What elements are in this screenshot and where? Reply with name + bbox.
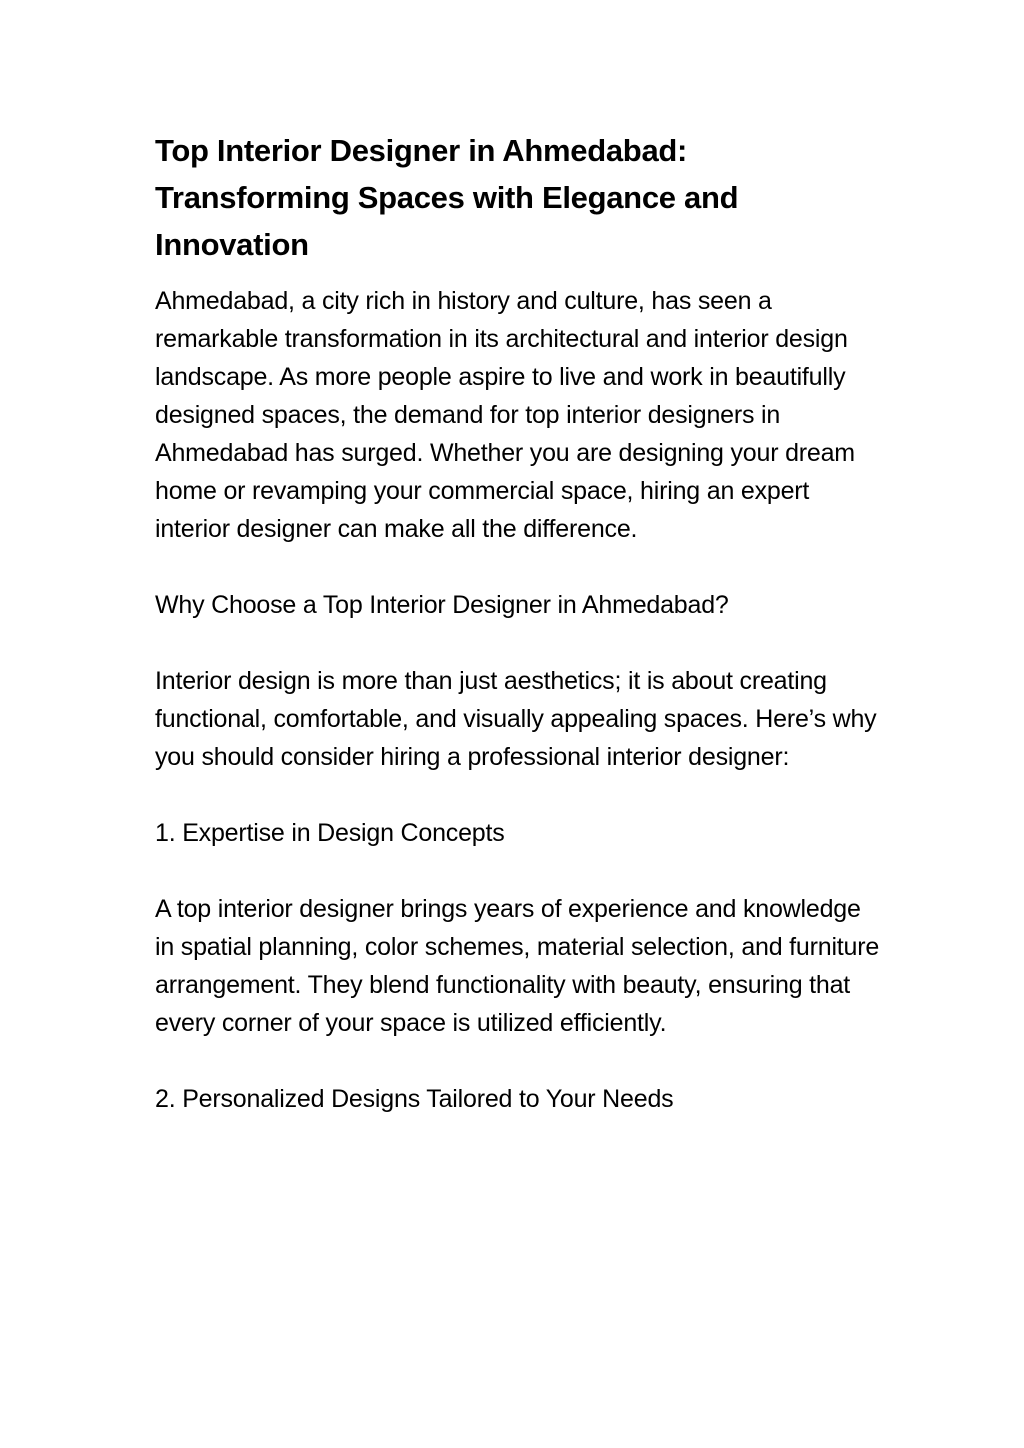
point-1-paragraph: A top interior designer brings years of experience and knowledge in spatial planning, color schemes, material selection, and furniture arrangement. They blend functionality with beauty, ensuring that every corner of your space is utilized efficiently. — [155, 895, 880, 1037]
point-2-heading: 2. Personalized Designs Tailored to Your Needs — [155, 1085, 674, 1113]
intro-paragraph: Ahmedabad, a city rich in history and culture, has seen a remarkable transformation in its architectural and interior design landscape. As more people aspire to live and work in beautifully designed spaces, the demand for top interior designers in Ahmedabad has surged. Whether you are designing your dream home or revamping your commercial space, hiring an expert interior designer can make all the difference. — [155, 287, 855, 543]
section-heading-why-choose: Why Choose a Top Interior Designer in Ahmedabad? — [155, 591, 729, 619]
document-title: Top Interior Designer in Ahmedabad: Transforming Spaces with Elegance and Innovation — [155, 133, 739, 262]
document-body — [155, 127, 885, 1156]
why-choose-paragraph: Interior design is more than just aesthetics; it is about creating functional, comfortable, and visually appealing spaces. Here’s why you should consider hiring a professional interior designer: — [155, 667, 877, 771]
point-1-heading: 1. Expertise in Design Concepts — [155, 819, 505, 847]
